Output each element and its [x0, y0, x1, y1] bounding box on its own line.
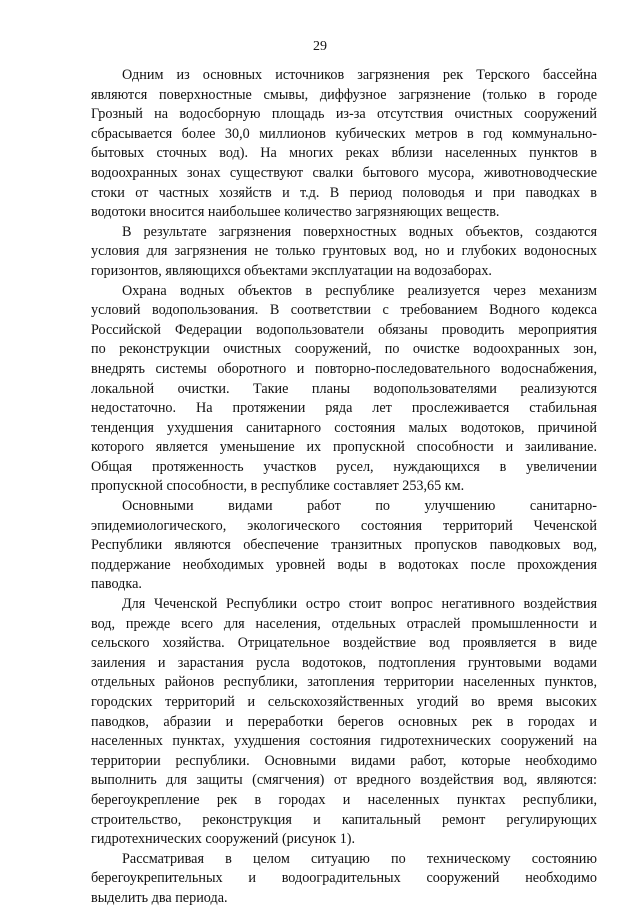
text-line: Грозный на водосборную площадь из-за отсутствия очистных сооружений	[91, 106, 597, 123]
text-line: локальной очистки. Такие планы водопользователями реализуются	[91, 380, 597, 397]
text-line: горизонтов, являющихся объектами эксплуатации на водозаборах.	[91, 262, 492, 279]
text-line: В результате загрязнения поверхностных водных объектов, создаются	[122, 223, 597, 240]
paragraph	[91, 223, 597, 282]
text-line: паводка.	[91, 576, 142, 593]
text-line: поддержание необходимых уровней воды в водотоках после прохождения	[91, 556, 597, 573]
text-line: Общая протяженность участков русел, нуждающихся в увеличении	[91, 458, 597, 475]
text-line: являются поверхностные смывы, диффузное загрязнение (только в городе	[91, 86, 597, 103]
text-line: сбрасывается более 30,0 миллионов кубических метров в год коммунально-	[91, 125, 597, 142]
paragraph	[91, 595, 597, 850]
paragraph	[91, 66, 597, 223]
text-line: строительство, реконструкция и капитальный ремонт регулирующих	[91, 811, 597, 828]
text-line: недостаточно. На протяжении ряда лет прослеживается стабильная	[91, 400, 597, 417]
text-line: Российской Федерации водопользователи обязаны проводить мероприятия	[91, 321, 597, 338]
text-line: Республики являются обеспечение транзитных пропусков паводковых вод,	[91, 537, 597, 554]
text-line: которого является уменьшение их пропускной способности и заиливание.	[91, 439, 597, 456]
text-line: по реконструкции очистных сооружений, по очистке водоохранных зон,	[91, 341, 597, 358]
paragraph	[91, 850, 597, 909]
text-line: Охрана водных объектов в республике реализуется через механизм	[122, 282, 597, 299]
text-line: водоохранных зонах существуют свалки бытового мусора, животноводческие	[91, 164, 597, 181]
text-line: выполнить для защиты (смягчения) от вредного воздействия вод, являются:	[91, 772, 597, 789]
text-line: населенных пунктах, ухудшения состояния гидротехнических сооружений на	[91, 733, 597, 750]
text-line: бытовых сточных вод). На многих реках вблизи населенных пунктов в	[91, 145, 597, 162]
text-line: городских территорий и сельскохозяйственных угодий во время высоких	[91, 694, 597, 710]
text-line: сельского хозяйства. Отрицательное воздействие вод проявляется в виде	[91, 635, 597, 652]
text-line: условия для загрязнения не только грунтовых вод, но и глубоких водоносных	[91, 243, 597, 260]
text-line: условий водопользования. В соответствии с требованием Водного кодекса	[91, 302, 597, 319]
text-line: тенденция ухудшения санитарного состояния малых водотоков, причиной	[91, 419, 597, 436]
text-line: Для Чеченской Республики остро стоит вопрос негативного воздействия	[122, 596, 597, 613]
text-line: заиления и зарастания русла водотоков, подтопления грунтовыми водами	[91, 654, 597, 671]
text-line: внедрять системы оборотного и повторно-последовательного водоснабжения,	[91, 360, 597, 377]
text-line: выделить два периода.	[91, 889, 228, 906]
text-line: паводков, абразии и переработки берегов основных рек в городах и	[91, 713, 597, 730]
text-line: берегоукрепление рек в городах и населенных пунктах республики,	[91, 791, 597, 808]
text-line: вод, прежде всего для населения, отдельных отраслей промышленности и	[91, 615, 597, 632]
text-line: эпидемиологического, экологического состояния территорий Чеченской	[91, 517, 597, 534]
text-line: отдельных районов республики, затопления территории населенных пунктов,	[91, 674, 597, 691]
text-line: водотоки вносится наибольшее количество загрязняющих веществ.	[91, 204, 500, 221]
text-line: стоки от частных хозяйств и т.д. В период половодья и при паводках в	[91, 184, 597, 201]
text-line: Рассматривая в целом ситуацию по техническому состоянию	[122, 850, 597, 867]
text-line: территории республики. Основными видами работ, которые необходимо	[91, 752, 597, 769]
paragraph	[91, 497, 597, 595]
document-body	[91, 66, 597, 909]
text-line: Основными видами работ по улучшению санитарно-	[122, 498, 597, 515]
text-line: гидротехнических сооружений (рисунок 1).	[91, 831, 356, 848]
text-line: берегоукрепительных и водооградительных сооружений необходимо	[91, 870, 597, 887]
page-number: 29	[313, 39, 327, 54]
text-line: пропускной способности, в республике составляет 253,65 км.	[91, 478, 465, 495]
paragraph	[91, 282, 597, 498]
text-line: Одним из основных источников загрязнения рек Терского бассейна	[122, 67, 597, 83]
